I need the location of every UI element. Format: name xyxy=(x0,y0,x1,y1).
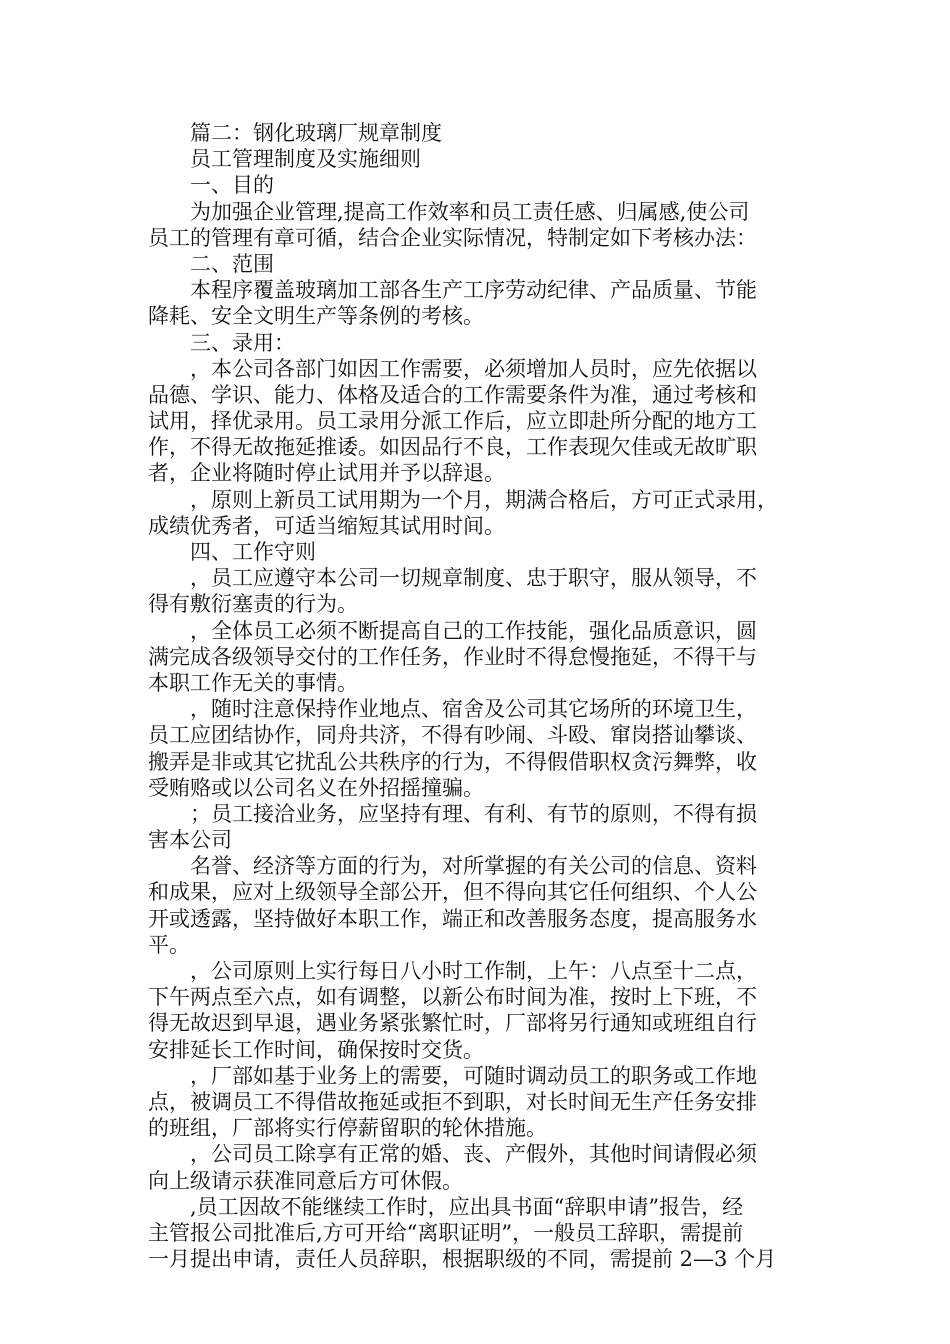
text-line: ，员工应遵守本公司一切规章制度、忠于职守，服从领导，不 xyxy=(190,566,757,591)
text-line: 者，企业将随时停止试用并予以辞退。 xyxy=(148,461,505,486)
text-line: 一、目的 xyxy=(190,173,274,198)
text-line: 为加强企业管理,提高工作效率和员工责任感、归属感,使公司 xyxy=(190,199,750,224)
text-line: 二、范围 xyxy=(190,251,274,276)
text-line: 成绩优秀者，可适当缩短其试用时间。 xyxy=(148,513,505,538)
text-line: ，本公司各部门如因工作需要，必须增加人员时，应先依据以 xyxy=(190,356,757,381)
text-line: 本程序覆盖玻璃加工部各生产工序劳动纪律、产品质量、节能 xyxy=(190,278,757,303)
text-line: 得无故迟到早退，遇业务紧张繁忙时，厂部将另行通知或班组自行 xyxy=(148,1011,757,1036)
text-line: ，全体员工必须不断提高自己的工作技能，强化品质意识，圆 xyxy=(190,618,757,643)
text-line: 三、录用： xyxy=(190,330,295,355)
text-line: ，公司员工除享有正常的婚、丧、产假外，其他时间请假必须 xyxy=(190,1142,757,1167)
text-line: 搬弄是非或其它扰乱公共秩序的行为，不得假借职权贪污舞弊，收 xyxy=(148,749,757,774)
text-line: 受贿赂或以公司名义在外招摇撞骗。 xyxy=(148,775,484,800)
text-line: 员工管理制度及实施细则 xyxy=(190,147,421,172)
text-line: ,员工因故不能继续工作时，应出具书面“辞职申请”报告，经 xyxy=(190,1194,744,1219)
text-line: ，厂部如基于业务上的需要，可随时调动员工的职务或工作地 xyxy=(190,1063,757,1088)
text-line: 平。 xyxy=(148,932,190,957)
text-line: 和成果，应对上级领导全部公开，但不得向其它任何组织、个人公 xyxy=(148,880,757,905)
text-line: 篇二：钢化玻璃厂规章制度 xyxy=(190,121,442,145)
text-line: 主管报公司批准后,方可开给“离职证明”，一般员工辞职，需提前 xyxy=(148,1220,744,1245)
text-line: 得有敷衍塞责的行为。 xyxy=(148,592,358,617)
text-line: 员工应团结协作，同舟共济，不得有吵闹、斗殴、窜岗搭讪攀谈、 xyxy=(148,723,757,748)
document-body xyxy=(148,120,813,1272)
text-line: ，公司原则上实行每日八小时工作制，上午：八点至十二点， xyxy=(190,959,757,983)
text-line: 的班组，厂部将实行停薪留职的轮休措施。 xyxy=(148,1116,547,1141)
text-line: 名誉、经济等方面的行为，对所掌握的有关公司的信息、资料 xyxy=(190,854,757,879)
text-line: 作，不得无故拖延推诿。如因品行不良，工作表现欠佳或无故旷职 xyxy=(148,435,757,460)
text-line: 试用，择优录用。员工录用分派工作后，应立即赴所分配的地方工 xyxy=(148,409,757,434)
text-line: 下午两点至六点，如有调整，以新公布时间为准，按时上下班，不 xyxy=(148,985,757,1010)
text-line: ，随时注意保持作业地点、宿舍及公司其它场所的环境卫生， xyxy=(190,697,757,722)
text-line: 本职工作无关的事情。 xyxy=(148,670,358,695)
text-line: 满完成各级领导交付的工作任务，作业时不得怠慢拖延，不得干与 xyxy=(148,644,757,669)
text-line: ，原则上新员工试用期为一个月，期满合格后，方可正式录用， xyxy=(190,487,778,512)
text-line: 开或透露，坚持做好本职工作，端正和改善服务态度，提高服务水 xyxy=(148,906,757,931)
text-line: 品德、学识、能力、体格及适合的工作需要条件为准，通过考核和 xyxy=(148,382,757,407)
text-line: 一月提出申请，责任人员辞职，根据职级的不同，需提前 2—3 个月 xyxy=(148,1247,777,1272)
text-line: 安排延长工作时间，确保按时交货。 xyxy=(148,1037,484,1062)
text-line: 点，被调员工不得借故拖延或拒不到职，对长时间无生产任务安排 xyxy=(148,1089,757,1114)
text-line: ；员工接洽业务，应坚持有理、有利、有节的原则，不得有损 xyxy=(190,801,757,826)
text-line: 害本公司 xyxy=(148,828,232,853)
text-line: 向上级请示获准同意后方可休假。 xyxy=(148,1168,463,1193)
text-line: 降耗、安全文明生产等条例的考核。 xyxy=(148,304,484,329)
text-line: 四、工作守则 xyxy=(190,540,316,564)
text-line: 员工的管理有章可循，结合企业实际情况，特制定如下考核办法： xyxy=(148,225,757,250)
